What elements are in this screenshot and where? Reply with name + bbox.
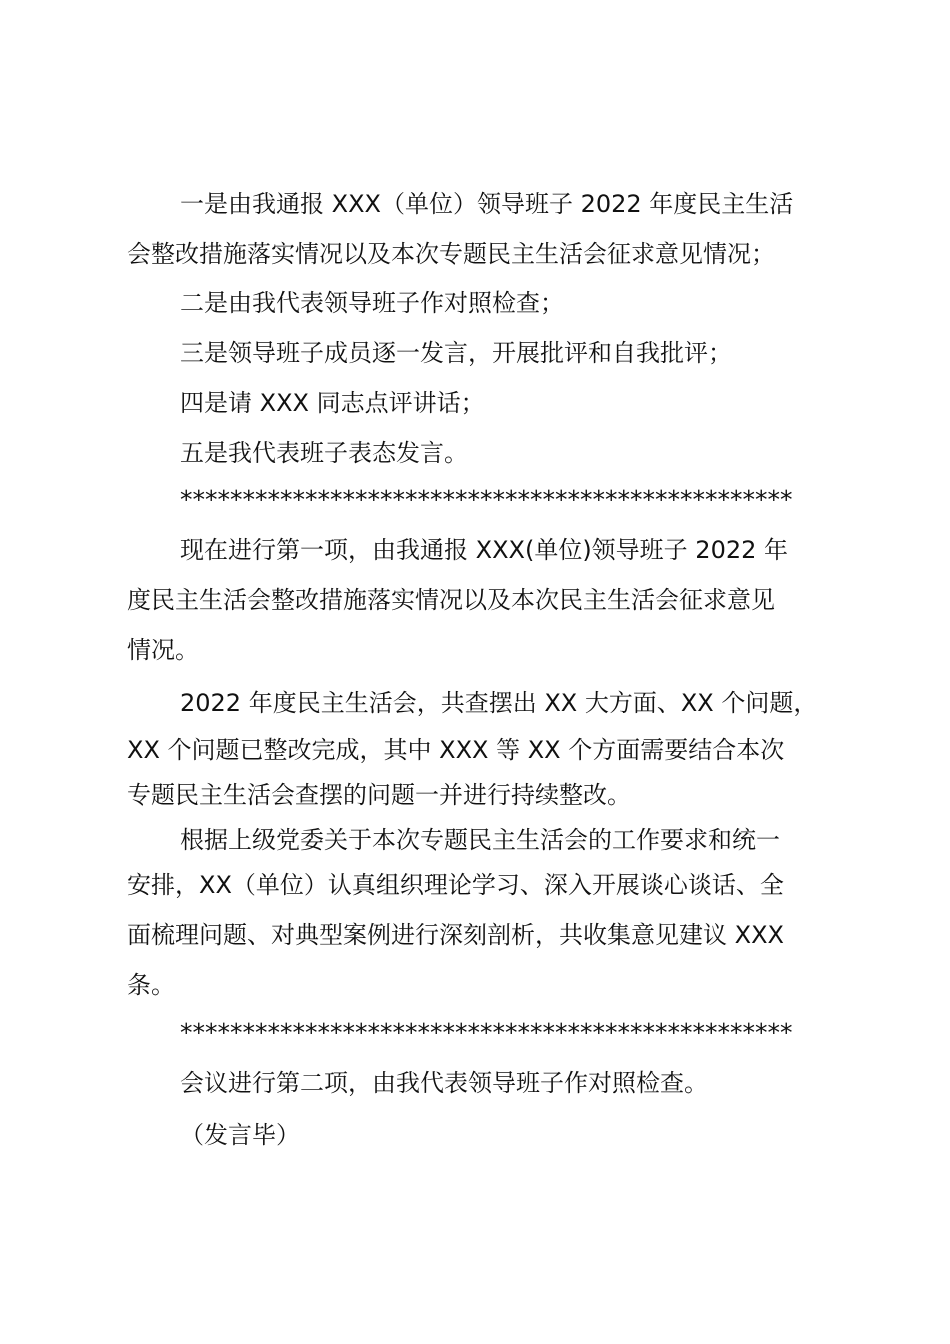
paragraph-line: 情况。: [127, 636, 199, 664]
paragraph-line: 2022 年度民主生活会，共查摆出 XX 大方面、XX 个问题，: [180, 689, 818, 717]
agenda-item-4: 四是请 XXX 同志点评讲话；: [180, 389, 485, 417]
paragraph-line: 条。: [127, 971, 175, 999]
paragraph-line: 专题民主生活会查摆的问题一并进行持续整改。: [127, 781, 631, 809]
paragraph-line: 面梳理问题、对典型案例进行深刻剖析，共收集意见建议 XXX: [127, 921, 784, 949]
paragraph-line: 会议进行第二项，由我代表领导班子作对照检查。: [180, 1069, 708, 1097]
paragraph-line: 安排，XX（单位）认真组织理论学习、深入开展谈心谈话、全: [127, 871, 784, 899]
agenda-item-2: 二是由我代表领导班子作对照检查；: [180, 289, 564, 317]
agenda-item-5: 五是我代表班子表态发言。: [180, 439, 468, 467]
agenda-item-1-cont: 会整改措施落实情况以及本次专题民主生活会征求意见情况；: [127, 240, 775, 268]
paragraph-line: XX 个问题已整改完成，其中 XXX 等 XX 个方面需要结合本次: [127, 736, 785, 764]
agenda-item-1: 一是由我通报 XXX（单位）领导班子 2022 年度民主生活: [180, 190, 794, 218]
agenda-item-3: 三是领导班子成员逐一发言，开展批评和自我批评；: [180, 339, 732, 367]
paragraph-line: 度民主生活会整改措施落实情况以及本次民主生活会征求意见: [127, 586, 775, 614]
paragraph-line: 根据上级党委关于本次专题民主生活会的工作要求和统一: [180, 826, 780, 854]
paragraph-line: （发言毕）: [180, 1121, 300, 1149]
separator: *************************************************: [180, 485, 793, 514]
separator: *************************************************: [180, 1018, 793, 1047]
paragraph-line: 现在进行第一项，由我通报 XXX(单位)领导班子 2022 年: [180, 536, 789, 564]
